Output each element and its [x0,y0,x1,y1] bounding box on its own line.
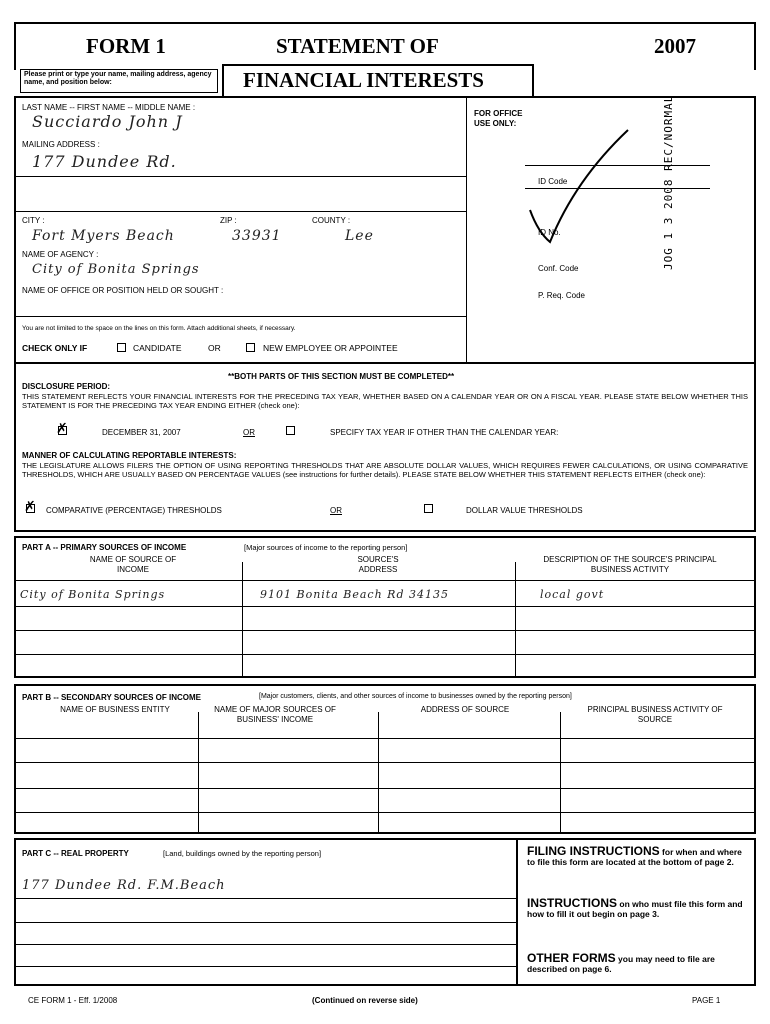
filing-title-2: INSTRUCTIONS [527,896,617,910]
specify-tax-year-label: SPECIFY TAX YEAR IF OTHER THAN THE CALENDAR YEAR: [330,428,559,437]
dec-31-label: DECEMBER 31, 2007 [102,428,181,437]
new-employee-label: NEW EMPLOYEE OR APPOINTEE [263,343,398,353]
must-complete-note: **BOTH PARTS OF THIS SECTION MUST BE COMPLETED** [228,372,455,381]
form-title-line1: STATEMENT OF [276,34,439,58]
county-label: COUNTY : [312,216,351,225]
id-no-label: ID No. [538,228,561,237]
name-label: LAST NAME -- FIRST NAME -- MIDDLE NAME : [22,103,196,112]
office-use-label: FOR OFFICE USE ONLY: [474,109,523,128]
part-b-col1-header: NAME OF BUSINESS ENTITY [60,705,170,714]
filing-title-1: FILING INSTRUCTIONS [527,844,660,858]
candidate-label: CANDIDATE [133,343,182,353]
specify-tax-year-checkbox[interactable] [286,426,295,435]
filing-instructions [527,846,749,867]
filing-text-2: on who must file this form and how to fill it out begin on page 3. [527,899,743,919]
disclosure-period-text: THIS STATEMENT REFLECTS YOUR FINANCIAL INTERESTS FOR THE PRECEDING TAX YEAR, WHETHER BASED ON A CALENDAR YEAR OR ON A FISCAL YEAR. PLEASE STATE BELOW WHETHER THIS STATEMENT IS FOR THE PRECEDING TAX YEAR ENDING EITHER (check one): [22,392,748,410]
received-stamp: JOG 1 3 2008 REC/NORMAL [662,94,675,270]
or-label: OR [208,343,221,353]
part-a-heading: PART A -- PRIMARY SOURCES OF INCOME [22,543,187,552]
comparative-label: COMPARATIVE (PERCENTAGE) THRESHOLDS [46,506,222,515]
part-a-row1-name[interactable]: City of Bonita Springs [20,588,166,601]
footer-left: CE FORM 1 - Eff. 1/2008 [28,996,118,1005]
zip-value[interactable]: 33931 [232,228,282,244]
part-a-row1-activity[interactable]: local govt [540,588,605,601]
part-a-col2-header: SOURCE'S ADDRESS [357,555,399,574]
city-label: CITY : [22,216,45,225]
comparative-checkmark: ✗ [24,499,36,515]
id-code-label: ID Code [538,177,568,186]
part-b-col3-header: ADDRESS OF SOURCE [420,705,510,714]
disclosure-or-2: OR [330,506,342,515]
part-a-col1-header: NAME OF SOURCE OF INCOME [89,555,177,574]
part-c-row1[interactable]: 177 Dundee Rd. F.M.Beach [22,878,226,893]
part-c-subheading: [Land, buildings owned by the reporting person] [163,849,322,858]
name-value[interactable]: Succiardo John J [32,112,183,131]
dec-31-checkmark: ✗ [56,421,68,437]
space-note: You are not limited to the space on the lines on this form. Attach additional sheets, if necessary. [22,325,296,332]
form-number: FORM 1 [86,34,166,58]
part-a-subheading: [Major sources of income to the reporting person] [244,543,408,552]
instructions-block [527,898,749,919]
part-b-col4-header: PRINCIPAL BUSINESS ACTIVITY OF SOURCE [587,705,723,724]
position-label: NAME OF OFFICE OR POSITION HELD OR SOUGHT : [22,286,224,295]
zip-label: ZIP : [220,216,237,225]
part-a-row1-address[interactable]: 9101 Bonita Beach Rd 34135 [260,588,449,601]
p-req-code-label: P. Req. Code [538,291,585,300]
manner-heading: MANNER OF CALCULATING REPORTABLE INTERESTS: [22,451,237,460]
footer-right: PAGE 1 [692,996,721,1005]
address-value[interactable]: 177 Dundee Rd. [32,152,177,171]
dollar-value-checkbox[interactable] [424,504,433,513]
check-only-if: CHECK ONLY IF [22,343,88,353]
filing-text-1: for when and where to file this form are located at the bottom of page 2. [527,847,742,867]
city-value[interactable]: Fort Myers Beach [32,228,175,244]
part-c-heading: PART C -- REAL PROPERTY [22,849,129,858]
part-b-col2-header: NAME OF MAJOR SOURCES OF BUSINESS' INCOME [214,705,336,724]
agency-label: NAME OF AGENCY : [22,250,99,259]
agency-value[interactable]: City of Bonita Springs [32,262,200,277]
part-b-subheading: [Major customers, clients, and other sources of income to businesses owned by the reporting person] [259,693,572,700]
form-year: 2007 [654,34,696,58]
county-value[interactable]: Lee [345,228,374,244]
instruction-text: Please print or type your name, mailing address, agency name, and position below: [24,71,212,86]
part-b-heading: PART B -- SECONDARY SOURCES OF INCOME [22,693,201,702]
candidate-checkbox[interactable] [117,343,126,352]
conf-code-label: Conf. Code [538,264,579,273]
disclosure-period-heading: DISCLOSURE PERIOD: [22,382,111,391]
part-a-col3-header: DESCRIPTION OF THE SOURCE'S PRINCIPAL BUSINESS ACTIVITY [543,555,717,574]
address-label: MAILING ADDRESS : [22,140,100,149]
other-forms-block [527,953,749,974]
form-title-line2: FINANCIAL INTERESTS [243,68,484,92]
new-employee-checkbox[interactable] [246,343,255,352]
disclosure-or-1: OR [243,428,255,437]
dollar-value-label: DOLLAR VALUE THRESHOLDS [466,506,583,515]
filing-text-3: you may need to file are described on page 6. [527,954,715,974]
manner-text: THE LEGISLATURE ALLOWS FILERS THE OPTION OF USING REPORTING THRESHOLDS THAT ARE ABSOLUTE DOLLAR VALUES, WHICH REQUIRES FEWER CALCULATIONS, OR USING COMPARATIVE THRESHOLDS, WHICH ARE USUALLY BASED ON PERCENTAGE VALUES (see instructions for further details). PLEASE STATE BELOW WHETHER THIS STATEMENT REFLECTS EITHER (check one): [22,461,748,479]
filing-title-3: OTHER FORMS [527,951,616,965]
footer-center: (Continued on reverse side) [312,996,418,1005]
